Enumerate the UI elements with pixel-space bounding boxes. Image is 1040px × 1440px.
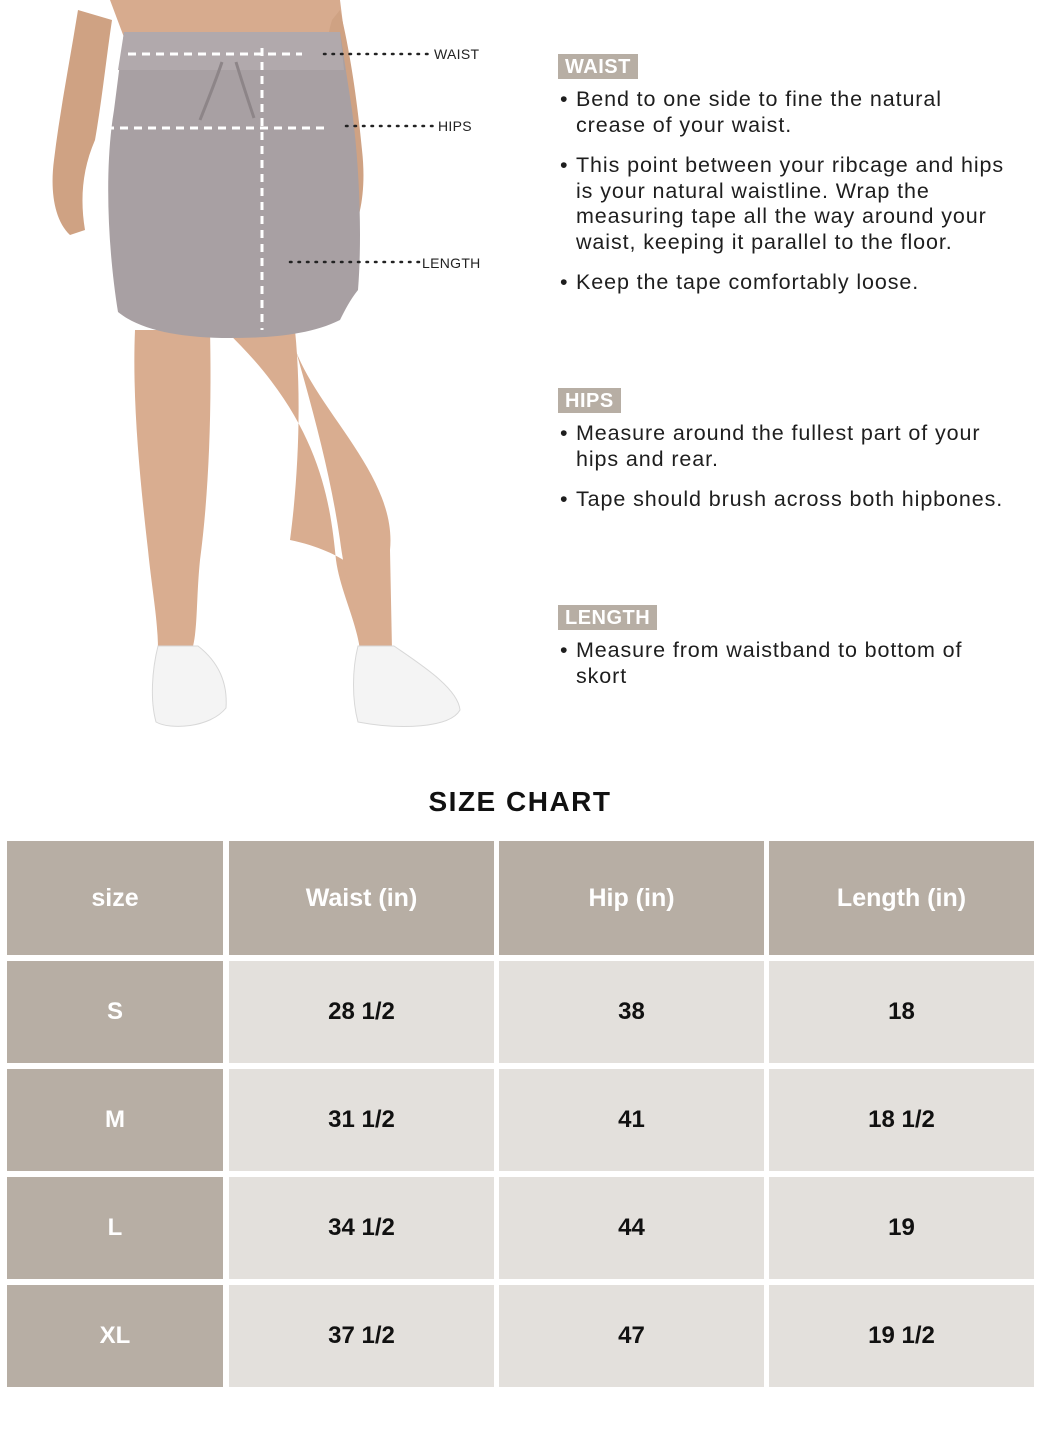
bullet-item: • Measure from waistband to bottom of skort [558, 638, 1018, 689]
size-cell: S [7, 961, 223, 1063]
skirt-illustration [40, 0, 500, 740]
hip-cell: 41 [499, 1069, 764, 1171]
size-chart-title: SIZE CHART [428, 786, 612, 817]
left-shoe [152, 646, 226, 726]
length-bullets [558, 638, 1018, 689]
hip-cell: 38 [499, 961, 764, 1063]
size-cell: L [7, 1177, 223, 1279]
bullet-item: • Tape should brush across both hipbones. [558, 487, 1018, 513]
model-figure [40, 0, 500, 740]
length-cell: 18 [769, 961, 1034, 1063]
length-section [558, 605, 1018, 704]
length-cell: 19 1/2 [769, 1285, 1034, 1387]
bullet-item: • Measure around the fullest part of your hips and rear. [558, 421, 1018, 472]
waist-cell: 37 1/2 [229, 1285, 494, 1387]
length-cell: 18 1/2 [769, 1069, 1034, 1171]
left-arm [53, 10, 112, 235]
waistband [118, 32, 344, 70]
section-label-hips: HIPS [558, 388, 621, 413]
bullet-item: • Keep the tape comfortably loose. [558, 270, 1018, 296]
size-cell: M [7, 1069, 223, 1171]
table-row [7, 1069, 1034, 1171]
waist-section [558, 54, 1018, 311]
hips-bullets [558, 421, 1018, 513]
skirt [108, 32, 360, 338]
bullet-item: • Bend to one side to fine the natural crease of your waist. [558, 87, 1018, 138]
header-waist: Waist (in) [229, 841, 494, 955]
hips-section [558, 388, 1018, 528]
waist-cell: 28 1/2 [229, 961, 494, 1063]
table-header-row [7, 841, 1034, 955]
size-cell: XL [7, 1285, 223, 1387]
right-shoe [354, 646, 461, 726]
waist-bullets [558, 87, 1018, 296]
left-leg [134, 330, 210, 650]
section-label-waist: WAIST [558, 54, 638, 79]
section-label-length: LENGTH [558, 605, 657, 630]
length-cell: 19 [769, 1177, 1034, 1279]
waist-cell: 34 1/2 [229, 1177, 494, 1279]
header-length: Length (in) [769, 841, 1034, 955]
table-row [7, 1285, 1034, 1387]
table-row [7, 1177, 1034, 1279]
hip-cell: 47 [499, 1285, 764, 1387]
header-size: size [7, 841, 223, 955]
hip-cell: 44 [499, 1177, 764, 1279]
header-hip: Hip (in) [499, 841, 764, 955]
waist-cell: 31 1/2 [229, 1069, 494, 1171]
bullet-item: • This point between your ribcage and hips is your natural waistline. Wrap the measuring tape all the way around your waist, keeping it parallel to the floor. [558, 153, 1018, 255]
length-callout: LENGTH [422, 255, 481, 271]
table-row [7, 961, 1034, 1063]
waist-callout: WAIST [434, 46, 480, 62]
hips-callout: HIPS [438, 118, 472, 134]
